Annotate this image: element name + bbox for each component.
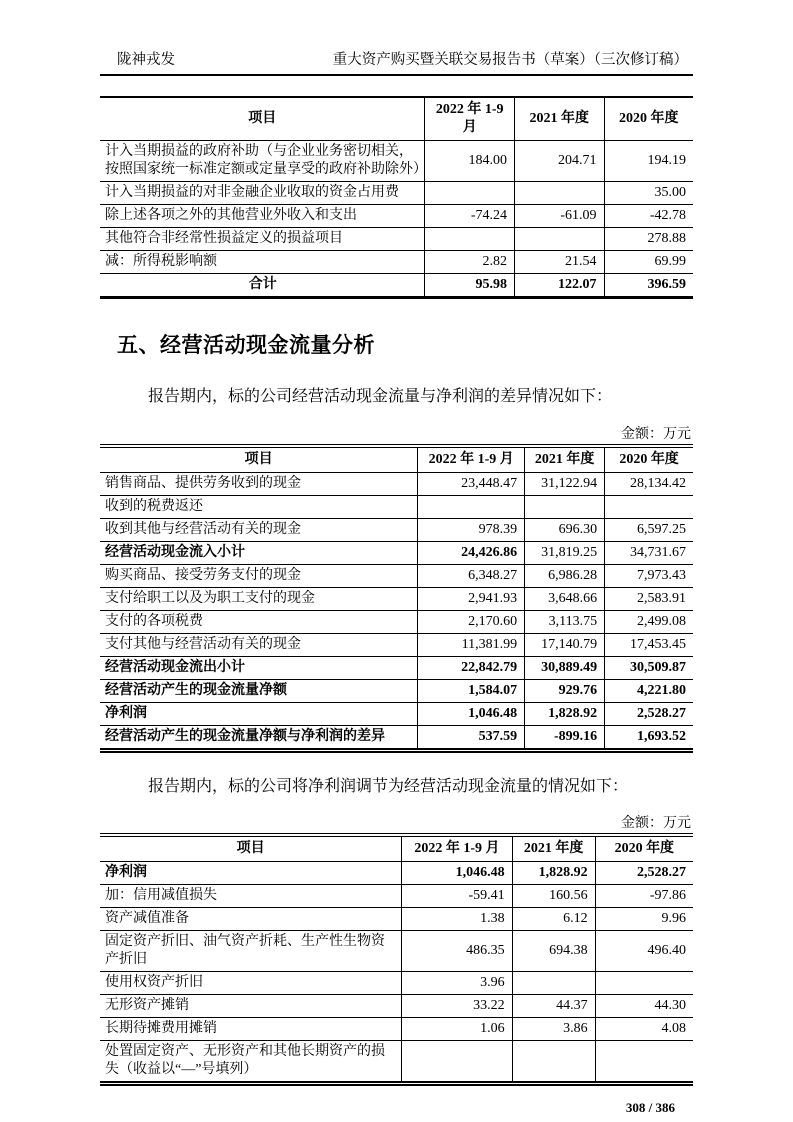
table-row (100, 633, 693, 656)
value-cell: 31,819.25 (525, 541, 605, 564)
value-cell: 2,528.27 (595, 861, 693, 884)
table-row (100, 205, 693, 228)
column-header: 2022 年 1-9 月 (402, 835, 512, 862)
column-header: 项目 (100, 835, 402, 862)
value-cell: 33.22 (402, 994, 512, 1017)
value-cell: -74.24 (425, 205, 515, 228)
value-cell: -61.09 (515, 205, 605, 228)
column-header: 2021 年度 (525, 446, 605, 473)
table-header-row (100, 97, 693, 141)
table-row (100, 587, 693, 610)
value-cell: 44.30 (595, 994, 693, 1017)
row-label: 经营活动现金流出小计 (100, 656, 418, 679)
value-cell: 537.59 (418, 725, 525, 750)
table-row (100, 251, 693, 274)
unit-label-table2: 金额：万元 (621, 426, 691, 442)
value-cell: -42.78 (604, 205, 693, 228)
value-cell: 1.38 (402, 907, 512, 930)
value-cell (512, 1040, 595, 1083)
value-cell: 1,584.07 (418, 679, 525, 702)
row-label: 合计 (100, 274, 425, 298)
value-cell: 1,828.92 (525, 702, 605, 725)
value-cell: 1,828.92 (512, 861, 595, 884)
value-cell: 31,122.94 (525, 472, 605, 495)
value-cell: 95.98 (425, 274, 515, 298)
row-label: 减：所得税影响额 (100, 251, 425, 274)
row-label: 使用权资产折旧 (100, 971, 402, 994)
paragraph-netprofit-adjustment: 报告期内，标的公司将净利润调节为经营活动现金流量的情况如下： (148, 777, 629, 795)
value-cell: 35.00 (604, 182, 693, 205)
value-cell: 28,134.42 (605, 472, 693, 495)
value-cell: 6,597.25 (605, 518, 693, 541)
value-cell (425, 182, 515, 205)
value-cell: 2.82 (425, 251, 515, 274)
row-label: 支付给职工以及为职工支付的现金 (100, 587, 418, 610)
table-row (100, 725, 693, 750)
table-header-row (100, 835, 693, 862)
header-report-title: 重大资产购买暨关联交易报告书（草案）（三次修订稿） (332, 52, 688, 68)
table-row (100, 971, 693, 994)
value-cell: 978.39 (418, 518, 525, 541)
value-cell: 184.00 (425, 141, 515, 182)
netprofit-reconciliation-table (100, 833, 693, 1086)
row-label: 销售商品、提供劳务收到的现金 (100, 472, 418, 495)
value-cell: 7,973.43 (605, 564, 693, 587)
table-row (100, 495, 693, 518)
value-cell: 3.86 (512, 1017, 595, 1040)
column-header: 项目 (100, 97, 425, 141)
table-row (100, 656, 693, 679)
table-row (100, 702, 693, 725)
value-cell (595, 971, 693, 994)
column-header: 2020 年度 (595, 835, 693, 862)
table-row (100, 564, 693, 587)
page-number: 308 / 386 (625, 1099, 675, 1115)
value-cell: 44.37 (512, 994, 595, 1017)
value-cell: 1,046.48 (402, 861, 512, 884)
row-label: 资产减值准备 (100, 907, 402, 930)
row-label: 计入当期损益的对非金融企业收取的资金占用费 (100, 182, 425, 205)
page-header (100, 52, 693, 76)
value-cell (425, 228, 515, 251)
table-row (100, 1017, 693, 1040)
value-cell: 694.38 (512, 930, 595, 971)
value-cell (595, 1040, 693, 1083)
value-cell: 30,509.87 (605, 656, 693, 679)
table-row (100, 930, 693, 971)
row-label: 处置固定资产、无形资产和其他长期资产的损失（收益以“—”号填列） (100, 1040, 402, 1083)
row-label: 收到其他与经营活动有关的现金 (100, 518, 418, 541)
column-header: 2021 年度 (512, 835, 595, 862)
row-label: 收到的税费返还 (100, 495, 418, 518)
row-label: 经营活动产生的现金流量净额 (100, 679, 418, 702)
value-cell: 2,170.60 (418, 610, 525, 633)
value-cell: 396.59 (604, 274, 693, 298)
row-label: 计入当期损益的政府补助（与企业业务密切相关，按照国家统一标准定额或定量享受的政府补助除外） (100, 141, 425, 182)
row-label: 购买商品、接受劳务支付的现金 (100, 564, 418, 587)
row-label: 长期待摊费用摊销 (100, 1017, 402, 1040)
value-cell: 22,842.79 (418, 656, 525, 679)
value-cell: 11,381.99 (418, 633, 525, 656)
table-row (100, 518, 693, 541)
row-label: 净利润 (100, 702, 418, 725)
row-label: 支付其他与经营活动有关的现金 (100, 633, 418, 656)
value-cell: 2,499.08 (605, 610, 693, 633)
column-header: 项目 (100, 446, 418, 473)
value-cell (402, 1040, 512, 1083)
row-label: 经营活动产生的现金流量净额与净利润的差异 (100, 725, 418, 750)
table-row (100, 1040, 693, 1083)
table-row (100, 228, 693, 251)
value-cell: 4,221.80 (605, 679, 693, 702)
value-cell: 17,140.79 (525, 633, 605, 656)
header-company-name: 陇神戎发 (117, 52, 175, 68)
value-cell: 23,448.47 (418, 472, 525, 495)
paragraph-cashflow-vs-netprofit: 报告期内，标的公司经营活动现金流量与净利润的差异情况如下： (148, 388, 613, 406)
value-cell: 696.30 (525, 518, 605, 541)
value-cell: 160.56 (512, 884, 595, 907)
row-label: 经营活动现金流入小计 (100, 541, 418, 564)
value-cell: 1,046.48 (418, 702, 525, 725)
row-label: 支付的各项税费 (100, 610, 418, 633)
value-cell (512, 971, 595, 994)
value-cell: 278.88 (604, 228, 693, 251)
value-cell: -97.86 (595, 884, 693, 907)
section-heading: 五、经营活动现金流量分析 (117, 334, 375, 358)
value-cell: 1.06 (402, 1017, 512, 1040)
value-cell: 4.08 (595, 1017, 693, 1040)
column-header: 2022 年 1-9 月 (425, 97, 515, 141)
value-cell: 6,348.27 (418, 564, 525, 587)
row-label: 净利润 (100, 861, 402, 884)
value-cell: 3,648.66 (525, 587, 605, 610)
value-cell: 21.54 (515, 251, 605, 274)
row-label: 除上述各项之外的其他营业外收入和支出 (100, 205, 425, 228)
value-cell: 17,453.45 (605, 633, 693, 656)
column-header: 2020 年度 (604, 97, 693, 141)
value-cell: -59.41 (402, 884, 512, 907)
value-cell: 9.96 (595, 907, 693, 930)
value-cell: 6,986.28 (525, 564, 605, 587)
value-cell: 34,731.67 (605, 541, 693, 564)
table-header-row (100, 446, 693, 473)
column-header: 2021 年度 (515, 97, 605, 141)
row-label: 无形资产摊销 (100, 994, 402, 1017)
value-cell (605, 495, 693, 518)
table-row (100, 610, 693, 633)
table-row (100, 274, 693, 298)
column-header: 2022 年 1-9 月 (418, 446, 525, 473)
value-cell: 30,889.49 (525, 656, 605, 679)
table-row (100, 541, 693, 564)
value-cell: 69.99 (604, 251, 693, 274)
value-cell: 1,693.52 (605, 725, 693, 750)
unit-label-table3: 金额：万元 (621, 815, 691, 831)
value-cell: 2,941.93 (418, 587, 525, 610)
table-row (100, 182, 693, 205)
value-cell (515, 228, 605, 251)
table-row (100, 472, 693, 495)
row-label: 加：信用减值损失 (100, 884, 402, 907)
value-cell: 3,113.75 (525, 610, 605, 633)
value-cell: 3.96 (402, 971, 512, 994)
value-cell: 2,583.91 (605, 587, 693, 610)
value-cell: 486.35 (402, 930, 512, 971)
value-cell: 2,528.27 (605, 702, 693, 725)
row-label: 其他符合非经常性损益定义的损益项目 (100, 228, 425, 251)
value-cell: 6.12 (512, 907, 595, 930)
non-recurring-items-table (100, 96, 693, 299)
value-cell: 24,426.86 (418, 541, 525, 564)
value-cell: 122.07 (515, 274, 605, 298)
value-cell (525, 495, 605, 518)
table-row (100, 679, 693, 702)
value-cell: 194.19 (604, 141, 693, 182)
column-header: 2020 年度 (605, 446, 693, 473)
table-row (100, 907, 693, 930)
value-cell: 204.71 (515, 141, 605, 182)
table-row (100, 141, 693, 182)
table-row (100, 994, 693, 1017)
value-cell: 929.76 (525, 679, 605, 702)
table-row (100, 861, 693, 884)
value-cell (515, 182, 605, 205)
operating-cashflow-table (100, 444, 693, 753)
value-cell (418, 495, 525, 518)
value-cell: 496.40 (595, 930, 693, 971)
table-row (100, 884, 693, 907)
row-label: 固定资产折旧、油气资产折耗、生产性生物资产折旧 (100, 930, 402, 971)
value-cell: -899.16 (525, 725, 605, 750)
